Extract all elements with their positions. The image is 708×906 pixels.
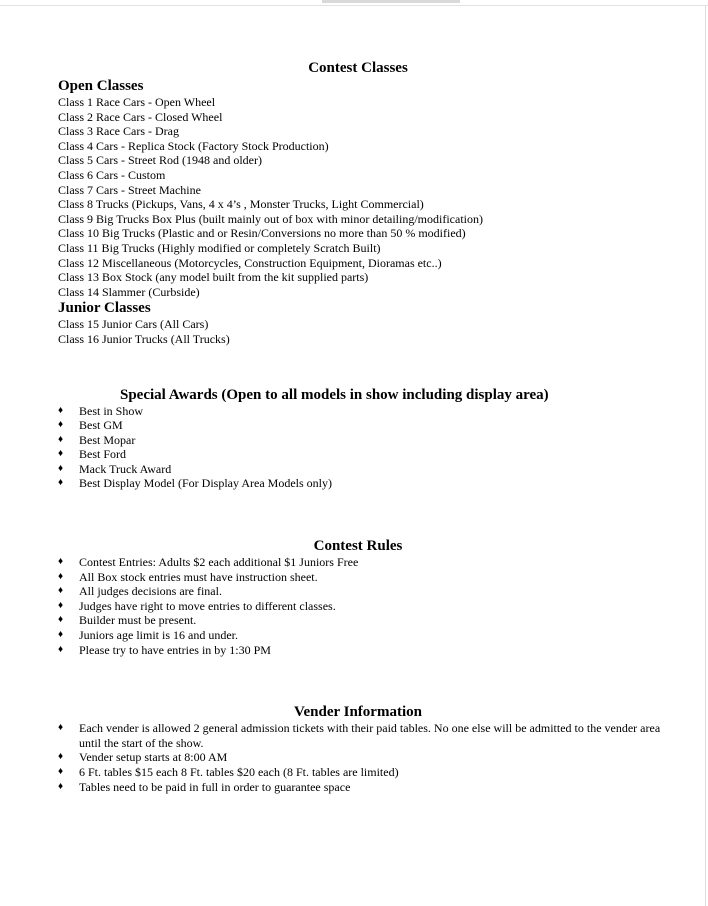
class-item: Class 10 Big Trucks (Plastic and or Resin/Conversions no more than 50 % modified) bbox=[58, 226, 466, 241]
class-item: Class 7 Cars - Street Machine bbox=[58, 182, 201, 197]
class-item: Class 11 Big Trucks (Highly modified or completely Scratch Built) bbox=[58, 240, 381, 255]
list-item: ♦ Builder must be present. bbox=[58, 613, 197, 628]
vender-information-title: Vender Information bbox=[294, 704, 422, 721]
diamond-bullet-icon: ♦ bbox=[58, 419, 64, 431]
contest-rules-title: Contest Rules bbox=[313, 538, 403, 555]
class-item: Class 13 Box Stock (any model built from the kit supplied parts) bbox=[58, 270, 369, 285]
class-item: Class 2 Race Cars - Closed Wheel bbox=[58, 109, 223, 124]
diamond-bullet-icon: ♦ bbox=[58, 643, 64, 655]
list-item: ♦ All Box stock entries must have instruction sheet. bbox=[58, 569, 318, 584]
special-awards-title: Special Awards (Open to all models in show including display area) bbox=[120, 386, 549, 403]
list-item: ♦ Contest Entries: Adults $2 each additional $1 Juniors Free bbox=[58, 555, 359, 570]
diamond-bullet-icon: ♦ bbox=[58, 751, 64, 763]
list-item: ♦ Vender setup starts at 8:00 AM bbox=[58, 750, 228, 765]
special-awards-list bbox=[58, 404, 658, 492]
diamond-bullet-icon: ♦ bbox=[58, 722, 64, 734]
diamond-bullet-icon: ♦ bbox=[58, 433, 64, 445]
page-top-border bbox=[0, 5, 708, 6]
diamond-bullet-icon: ♦ bbox=[58, 585, 64, 597]
list-item: ♦ 6 Ft. tables $15 each 8 Ft. tables $20 each (8 Ft. tables are limited) bbox=[58, 765, 399, 779]
contest-classes-title: Contest Classes bbox=[308, 60, 408, 76]
open-classes-heading: Open Classes bbox=[58, 78, 144, 94]
junior-classes-list bbox=[58, 317, 658, 346]
list-item: ♦ Tables need to be paid in full in order to guarantee space bbox=[58, 779, 351, 794]
class-item: Class 9 Big Trucks Box Plus (built mainly out of box with minor detailing/modification) bbox=[58, 211, 483, 226]
diamond-bullet-icon: ♦ bbox=[58, 556, 64, 568]
list-item: ♦ Best Mopar bbox=[58, 432, 136, 447]
class-item: Class 8 Trucks (Pickups, Vans, 4 x 4’s , Monster Trucks, Light Commercial) bbox=[58, 197, 424, 212]
diamond-bullet-icon: ♦ bbox=[58, 766, 64, 777]
list-item: ♦ Best GM bbox=[58, 418, 123, 433]
diamond-bullet-icon: ♦ bbox=[58, 477, 64, 489]
class-item: Class 3 Race Cars - Drag bbox=[58, 124, 179, 139]
junior-classes-heading: Junior Classes bbox=[58, 300, 151, 317]
list-item: ♦ Best Display Model (For Display Area Models only) bbox=[58, 476, 332, 491]
list-item: ♦ Juniors age limit is 16 and under. bbox=[58, 628, 238, 643]
class-item: Class 12 Miscellaneous (Motorcycles, Construction Equipment, Dioramas etc..) bbox=[58, 255, 442, 270]
class-item: Class 14 Slammer (Curbside) bbox=[58, 284, 200, 299]
diamond-bullet-icon: ♦ bbox=[58, 570, 64, 582]
list-item: ♦ All judges decisions are final. bbox=[58, 584, 222, 599]
diamond-bullet-icon: ♦ bbox=[58, 629, 64, 641]
vender-information-list bbox=[58, 721, 661, 794]
class-item: Class 1 Race Cars - Open Wheel bbox=[58, 95, 216, 109]
diamond-bullet-icon: ♦ bbox=[58, 614, 64, 626]
class-item: Class 15 Junior Cars (All Cars) bbox=[58, 317, 209, 332]
contest-rules-list bbox=[58, 555, 658, 657]
class-item: Class 5 Cars - Street Rod (1948 and older) bbox=[58, 153, 262, 168]
scroll-tab bbox=[322, 0, 460, 3]
open-classes-list bbox=[58, 95, 658, 299]
document-page bbox=[58, 59, 661, 794]
list-item: ♦ Mack Truck Award bbox=[58, 461, 172, 476]
diamond-bullet-icon: ♦ bbox=[58, 599, 64, 611]
list-item: ♦ Judges have right to move entries to different classes. bbox=[58, 598, 336, 613]
list-item: ♦ Please try to have entries in by 1:30 PM bbox=[58, 642, 271, 657]
class-item: Class 16 Junior Trucks (All Trucks) bbox=[58, 331, 230, 346]
list-item: ♦ Each vender is allowed 2 general admission tickets with their paid tables. No one else will be admitted to the vender area until the start of the show. bbox=[58, 721, 661, 750]
diamond-bullet-icon: ♦ bbox=[58, 404, 64, 416]
class-item: Class 4 Cars - Replica Stock (Factory Stock Production) bbox=[58, 138, 329, 153]
page-right-border bbox=[705, 5, 706, 906]
diamond-bullet-icon: ♦ bbox=[58, 462, 64, 474]
list-item: ♦ Best in Show bbox=[58, 403, 144, 418]
class-item: Class 6 Cars - Custom bbox=[58, 167, 166, 182]
diamond-bullet-icon: ♦ bbox=[58, 780, 64, 792]
list-item: ♦ Best Ford bbox=[58, 447, 127, 462]
diamond-bullet-icon: ♦ bbox=[58, 448, 64, 460]
